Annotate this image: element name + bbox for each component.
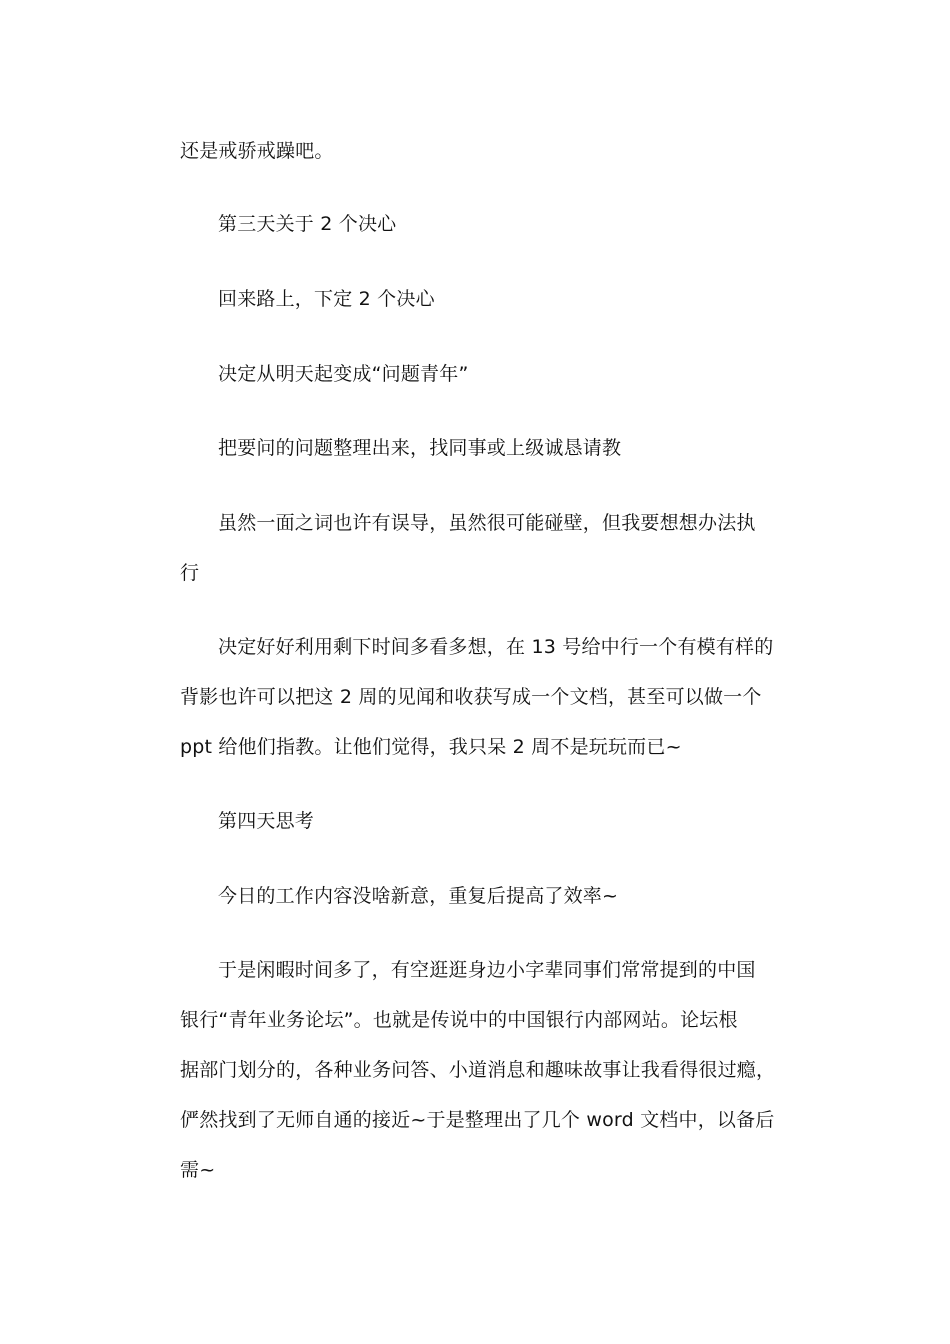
paragraph-1 [180, 126, 780, 176]
text-line: 决定好好利用剩下时间多看多想，在 13 号给中行一个有模有样的 [218, 636, 774, 658]
text-line: 今日的工作内容没啥新意，重复后提高了效率~ [218, 885, 619, 907]
paragraph-6 [180, 498, 780, 598]
paragraph-4 [180, 349, 780, 399]
text-line: 还是戒骄戒躁吧。 [180, 140, 334, 162]
paragraph-2-heading-day3 [180, 199, 780, 249]
text-line: 背影也许可以把这 2 周的见闻和收获写成一个文档，甚至可以做一个 [180, 686, 762, 708]
text-line: 需~ [180, 1159, 216, 1181]
text-line: 银行“青年业务论坛”。也就是传说中的中国银行内部网站。论坛根 [180, 1009, 738, 1031]
text-line: 虽然一面之词也许有误导，虽然很可能碰壁，但我要想想办法执 [218, 512, 756, 534]
text-line: 第四天思考 [218, 810, 315, 832]
text-line: 俨然找到了无师自通的接近~于是整理出了几个 word 文档中，以备后 [180, 1109, 775, 1131]
text-line: 据部门划分的，各种业务问答、小道消息和趣味故事让我看得很过瘾， [180, 1059, 776, 1081]
text-line: 于是闲暇时间多了，有空逛逛身边小字辈同事们常常提到的中国 [218, 959, 756, 981]
text-line: 第三天关于 2 个决心 [218, 213, 397, 235]
text-line: 回来路上，下定 2 个决心 [218, 288, 435, 310]
text-line: 行 [180, 562, 200, 584]
paragraph-7 [180, 622, 780, 772]
paragraph-5 [180, 423, 780, 473]
text-line: ppt 给他们指教。让他们觉得，我只呆 2 周不是玩玩而已~ [180, 736, 682, 758]
paragraph-9 [180, 871, 780, 921]
text-line: 决定从明天起变成“问题青年” [218, 363, 469, 385]
paragraph-10 [180, 945, 780, 1195]
paragraph-3 [180, 274, 780, 324]
paragraph-8-heading-day4 [180, 796, 780, 846]
text-line: 把要问的问题整理出来，找同事或上级诚恳请教 [218, 437, 622, 459]
